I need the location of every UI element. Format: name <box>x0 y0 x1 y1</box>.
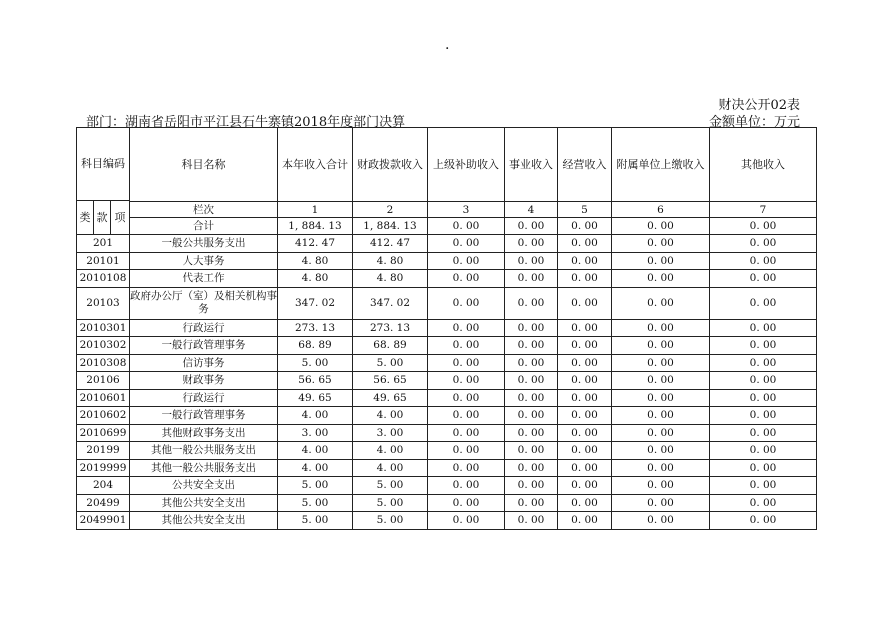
row-value: 347. 02 <box>278 287 353 319</box>
sub-header-xiang: 项 <box>111 201 130 235</box>
header-row <box>77 128 817 201</box>
row-value: 5. 00 <box>353 477 428 495</box>
row-value: 0. 00 <box>428 494 505 512</box>
amount-unit: 金额单位：万元 <box>708 115 800 130</box>
row-value: 4. 00 <box>278 459 353 477</box>
row-value: 68. 89 <box>278 337 353 355</box>
row-value: 0. 00 <box>710 319 817 337</box>
top-dot: . <box>445 37 450 53</box>
row-value: 273. 13 <box>353 319 428 337</box>
col-header-superior: 上级补助收入 <box>428 128 505 202</box>
row-value: 5. 00 <box>278 494 353 512</box>
row-value: 5. 00 <box>278 477 353 495</box>
row-name: 公共安全支出 <box>130 477 278 495</box>
row-value: 0. 00 <box>428 459 505 477</box>
row-value: 0. 00 <box>612 270 710 288</box>
row-code: 2010108 <box>77 270 130 288</box>
row-value: 412. 47 <box>353 235 428 253</box>
row-value: 0. 00 <box>558 270 612 288</box>
row-value: 0. 00 <box>558 512 612 530</box>
row-value: 0. 00 <box>558 389 612 407</box>
row-value: 0. 00 <box>710 512 817 530</box>
row-value: 0. 00 <box>710 372 817 390</box>
row-name: 一般行政管理事务 <box>130 407 278 425</box>
row-code: 20103 <box>77 287 130 319</box>
row-name: 其他一般公共服务支出 <box>130 442 278 460</box>
row-value: 0. 00 <box>505 354 558 372</box>
row-name: 其他公共安全支出 <box>130 512 278 530</box>
row-code: 204 <box>77 477 130 495</box>
row-name: 行政运行 <box>130 319 278 337</box>
row-value: 4. 00 <box>278 442 353 460</box>
row-value: 68. 89 <box>353 337 428 355</box>
table-row <box>77 372 817 390</box>
row-value: 0. 00 <box>558 372 612 390</box>
row-value: 0. 00 <box>505 270 558 288</box>
row-value: 0. 00 <box>612 252 710 270</box>
column-number: 1 <box>278 202 353 218</box>
row-value: 0. 00 <box>558 287 612 319</box>
table-row <box>77 477 817 495</box>
row-code: 2010601 <box>77 389 130 407</box>
table-row <box>77 442 817 460</box>
column-number: 4 <box>505 202 558 218</box>
row-code: 2010301 <box>77 319 130 337</box>
row-value: 0. 00 <box>428 424 505 442</box>
row-value: 56. 65 <box>278 372 353 390</box>
row-value: 0. 00 <box>558 459 612 477</box>
department-title: 部门：湖南省岳阳市平江县石牛寨镇2018年度部门决算 <box>86 115 406 130</box>
row-value: 3. 00 <box>353 424 428 442</box>
row-name: 其他财政事务支出 <box>130 424 278 442</box>
row-value: 0. 00 <box>428 477 505 495</box>
col-header-code: 科目编码 <box>77 128 130 201</box>
row-value: 0. 00 <box>612 442 710 460</box>
income-table <box>76 127 817 530</box>
row-value: 5. 00 <box>353 512 428 530</box>
row-value: 0. 00 <box>612 319 710 337</box>
row-value: 0. 00 <box>612 494 710 512</box>
row-name: 其他公共安全支出 <box>130 494 278 512</box>
row-value: 0. 00 <box>612 424 710 442</box>
row-value: 0. 00 <box>558 252 612 270</box>
row-value: 0. 00 <box>710 235 817 253</box>
col-header-affiliated: 附属单位上缴收入 <box>612 128 710 202</box>
row-code: 20106 <box>77 372 130 390</box>
row-name: 政府办公厅（室）及相关机构事务 <box>130 287 278 319</box>
row-code: 2010302 <box>77 337 130 355</box>
row-value: 0. 00 <box>710 389 817 407</box>
row-value: 0. 00 <box>505 372 558 390</box>
total-value: 1, 884. 13 <box>278 218 353 235</box>
total-row <box>77 218 817 235</box>
row-value: 0. 00 <box>505 494 558 512</box>
column-number: 2 <box>353 202 428 218</box>
row-value: 0. 00 <box>505 424 558 442</box>
row-value: 0. 00 <box>710 494 817 512</box>
row-value: 0. 00 <box>710 459 817 477</box>
row-value: 0. 00 <box>710 442 817 460</box>
row-name: 代表工作 <box>130 270 278 288</box>
row-code: 20101 <box>77 252 130 270</box>
row-value: 0. 00 <box>558 337 612 355</box>
row-value: 0. 00 <box>428 287 505 319</box>
row-value: 4. 00 <box>278 407 353 425</box>
row-value: 0. 00 <box>710 407 817 425</box>
row-value: 49. 65 <box>353 389 428 407</box>
row-value: 0. 00 <box>612 372 710 390</box>
row-value: 5. 00 <box>278 512 353 530</box>
row-value: 0. 00 <box>558 477 612 495</box>
row-value: 0. 00 <box>505 477 558 495</box>
column-number: 7 <box>710 202 817 218</box>
table-row <box>77 287 817 319</box>
row-value: 347. 02 <box>353 287 428 319</box>
table-row <box>77 337 817 355</box>
row-code: 2010308 <box>77 354 130 372</box>
col-header-business: 事业收入 <box>505 128 558 202</box>
table-row <box>77 319 817 337</box>
row-value: 0. 00 <box>612 287 710 319</box>
total-value: 0. 00 <box>505 218 558 235</box>
table-row <box>77 459 817 477</box>
row-code: 2010602 <box>77 407 130 425</box>
table-row <box>77 424 817 442</box>
row-value: 0. 00 <box>428 442 505 460</box>
row-name: 人大事务 <box>130 252 278 270</box>
total-value: 1, 884. 13 <box>353 218 428 235</box>
row-value: 0. 00 <box>612 459 710 477</box>
row-value: 56. 65 <box>353 372 428 390</box>
sub-header-kuan: 款 <box>94 201 111 235</box>
row-value: 0. 00 <box>428 354 505 372</box>
row-value: 0. 00 <box>710 252 817 270</box>
row-value: 273. 13 <box>278 319 353 337</box>
row-value: 0. 00 <box>505 442 558 460</box>
table-row <box>77 389 817 407</box>
table-row <box>77 235 817 253</box>
row-value: 0. 00 <box>558 442 612 460</box>
row-name: 一般行政管理事务 <box>130 337 278 355</box>
row-value: 0. 00 <box>505 287 558 319</box>
row-value: 0. 00 <box>710 354 817 372</box>
row-value: 4. 80 <box>278 270 353 288</box>
row-value: 0. 00 <box>428 512 505 530</box>
row-value: 0. 00 <box>505 407 558 425</box>
row-value: 0. 00 <box>505 252 558 270</box>
total-value: 0. 00 <box>558 218 612 235</box>
row-value: 0. 00 <box>612 337 710 355</box>
col-header-name: 科目名称 <box>130 128 278 202</box>
row-value: 0. 00 <box>505 337 558 355</box>
col-header-fiscal: 财政拨款收入 <box>353 128 428 202</box>
row-code: 20499 <box>77 494 130 512</box>
row-value: 0. 00 <box>710 337 817 355</box>
column-number: 5 <box>558 202 612 218</box>
table-row <box>77 354 817 372</box>
row-code: 2010699 <box>77 424 130 442</box>
row-value: 5. 00 <box>353 354 428 372</box>
row-value: 0. 00 <box>612 235 710 253</box>
lanci-label: 栏次 <box>130 202 278 218</box>
table-row <box>77 252 817 270</box>
column-number: 6 <box>612 202 710 218</box>
row-value: 0. 00 <box>612 389 710 407</box>
row-value: 0. 00 <box>428 270 505 288</box>
row-name: 信访事务 <box>130 354 278 372</box>
row-value: 412. 47 <box>278 235 353 253</box>
row-value: 5. 00 <box>278 354 353 372</box>
table-row <box>77 270 817 288</box>
row-name: 财政事务 <box>130 372 278 390</box>
row-value: 0. 00 <box>612 512 710 530</box>
table-row <box>77 494 817 512</box>
row-value: 0. 00 <box>558 494 612 512</box>
row-value: 0. 00 <box>612 407 710 425</box>
form-number: 财决公开02表 <box>718 98 800 113</box>
table-row <box>77 512 817 530</box>
total-value: 0. 00 <box>428 218 505 235</box>
row-value: 0. 00 <box>428 337 505 355</box>
row-value: 0. 00 <box>710 287 817 319</box>
col-header-total: 本年收入合计 <box>278 128 353 202</box>
row-value: 4. 80 <box>353 270 428 288</box>
row-name: 行政运行 <box>130 389 278 407</box>
row-value: 0. 00 <box>558 424 612 442</box>
row-value: 0. 00 <box>428 319 505 337</box>
row-value: 0. 00 <box>710 424 817 442</box>
row-value: 0. 00 <box>505 512 558 530</box>
row-value: 0. 00 <box>428 389 505 407</box>
row-name: 一般公共服务支出 <box>130 235 278 253</box>
row-value: 0. 00 <box>558 319 612 337</box>
row-code: 2019999 <box>77 459 130 477</box>
sub-header-lei: 类 <box>77 201 94 235</box>
row-value: 0. 00 <box>612 354 710 372</box>
row-value: 0. 00 <box>505 235 558 253</box>
total-label: 合计 <box>130 218 278 235</box>
row-value: 4. 00 <box>353 442 428 460</box>
total-value: 0. 00 <box>612 218 710 235</box>
col-header-other: 其他收入 <box>710 128 817 202</box>
row-value: 0. 00 <box>710 270 817 288</box>
row-value: 49. 65 <box>278 389 353 407</box>
row-code: 201 <box>77 235 130 253</box>
row-value: 0. 00 <box>428 407 505 425</box>
column-number: 3 <box>428 202 505 218</box>
row-value: 0. 00 <box>612 477 710 495</box>
lanci-row <box>77 202 817 218</box>
row-value: 0. 00 <box>428 252 505 270</box>
row-name: 其他一般公共服务支出 <box>130 459 278 477</box>
row-value: 0. 00 <box>558 407 612 425</box>
row-value: 0. 00 <box>505 319 558 337</box>
table-row <box>77 407 817 425</box>
col-header-operating: 经营收入 <box>558 128 612 202</box>
row-value: 0. 00 <box>505 459 558 477</box>
row-code: 20199 <box>77 442 130 460</box>
row-value: 0. 00 <box>710 477 817 495</box>
row-value: 0. 00 <box>558 235 612 253</box>
row-value: 4. 00 <box>353 407 428 425</box>
row-value: 4. 00 <box>353 459 428 477</box>
row-value: 4. 80 <box>278 252 353 270</box>
row-value: 0. 00 <box>558 354 612 372</box>
row-value: 0. 00 <box>428 235 505 253</box>
row-value: 5. 00 <box>353 494 428 512</box>
row-value: 4. 80 <box>353 252 428 270</box>
row-value: 3. 00 <box>278 424 353 442</box>
row-value: 0. 00 <box>428 372 505 390</box>
row-code: 2049901 <box>77 512 130 530</box>
row-value: 0. 00 <box>505 389 558 407</box>
total-value: 0. 00 <box>710 218 817 235</box>
